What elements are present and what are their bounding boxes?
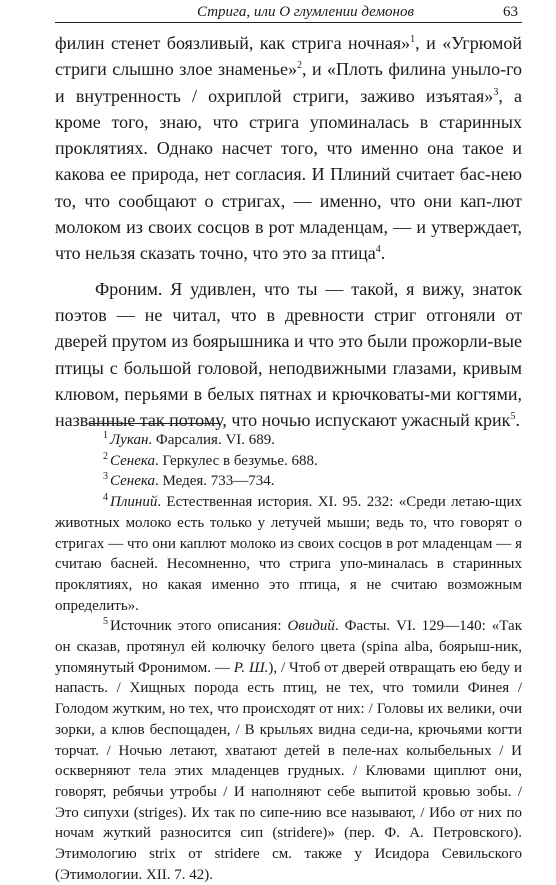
footnote-number: 2: [103, 450, 108, 462]
footnote-1: [55, 430, 522, 451]
footnote-5: [55, 616, 522, 885]
footnote-author: Сенека: [110, 473, 156, 490]
text-run: Фроним. Я удивлен, что ты — такой, я вижу, знаток поэтов — не читал, что в древности стриг отгоняли от дверей прутом из боярышника и что это были прожорли-вые птицы с большой головой, неподвижными глазами, кривым клювом, перьями в белых пятнах и крючковаты-ми когтями, названные так потому, что ночью испускают ужасный крик: [55, 278, 522, 431]
footnote-text: ), / Чтоб от дверей отвращать ею беду и напасть. / Хищных порода есть птиц, не тех, что томили Финея / Голодом жутким, но тех, что происходят от них: / Головы их велики, очи зорки, а клюв беспощаден, / В крыльях видна седи-на, крючьями когти торчат. / Ночью летают, хватают детей в пеле-нах колыбельных / И оскверняют тела этих младенцев грудных. / Клювами щиплют они, говорят, ребячьи утробы / И наполняют себе выпитой кровью зобы. / Это сипухи (striges). Их так по сипе-нию все называют, / Ибо от них по ночам жуткий разносится сип (stridere)» (пер. Ф. А. Петровского). Этимологию strix от stridere см. также у Исидора Севильского (Этимологии. XII. 7. 42).: [55, 659, 522, 883]
footnote-separator: [90, 423, 220, 424]
footnotes: [55, 430, 522, 885]
footnote-text: . Фасты. VI. 129—140: «Так он сказав, протянул ей колючку белого цвета (spina alba, боярыш-ник, упомянутый Фронимом. —: [55, 618, 522, 676]
footnote-number: 5: [103, 616, 108, 628]
footnote-2: [55, 451, 522, 472]
paragraph-1: [55, 30, 522, 267]
footnote-text: . Естественная история. XI. 95. 232: «Среди летаю-щих животных молоко есть только у летучей мыши; ведь то, что говорят о стригах — что они каплют молоко из своих сосцов в рот младенцам — я считаю басней. Несомненно, что стрига упо-миналась в старинных проклятиях, но какая именно это птица, я не считаю возможным определить».: [55, 494, 522, 614]
footnote-number: 3: [103, 471, 108, 483]
text-run: , а кроме того, знаю, что стрига упоминалась в старинных проклятиях. Однако насчет того, что именно она такое и какова ее природа, нет согласия. И Плиний считает бас-нею то, что сообщают о стригах, — именно, что они кап-лют молоком из своих сосцов в рот младенцам, — и утверждает, что нельзя сказать точно, что это за птица: [55, 85, 522, 264]
footnote-text: . Геркулес в безумье. 688.: [155, 452, 318, 469]
page-number: 63: [503, 4, 518, 20]
footnote-author: Сенека: [110, 452, 156, 469]
text-run: .: [515, 410, 520, 431]
footnote-number: 4: [103, 492, 108, 504]
page-header: [55, 3, 522, 23]
text-run: , и «Угрюмой стриги слышно злое знаменье»: [55, 33, 522, 80]
footnote-4: [55, 492, 522, 616]
text-run: .: [380, 243, 386, 264]
footnote-text: . Фарсалия. VI. 689.: [148, 432, 276, 448]
footnote-ref-5: 5: [510, 411, 516, 423]
footnote-editor-initials: Р. Ш.: [233, 659, 269, 676]
paragraph-2: [55, 276, 522, 434]
running-title: Стрига, или О глумлении демонов: [197, 4, 414, 20]
footnote-ref-2: 2: [296, 60, 302, 72]
text-run: , и «Плоть филина уныло-го и внутренность / охриплой стриги, заживо изъятая»: [55, 59, 523, 106]
footnote-text: . Медея. 733—734.: [155, 473, 275, 490]
text-run: филин стенет боязливый, как стрига ночная»: [55, 33, 411, 53]
footnote-ref-4: 4: [375, 244, 381, 256]
footnote-3: [55, 471, 522, 492]
footnote-text: Источник этого описания:: [110, 618, 288, 635]
footnote-number: 1: [103, 430, 108, 441]
footnote-ref-3: 3: [493, 86, 499, 98]
footnote-author: Овидий: [287, 618, 335, 635]
footnote-author: Лукан: [110, 432, 149, 448]
footnote-ref-1: 1: [410, 34, 416, 45]
main-text: [55, 30, 522, 433]
footnote-author: Плиний: [110, 494, 158, 511]
